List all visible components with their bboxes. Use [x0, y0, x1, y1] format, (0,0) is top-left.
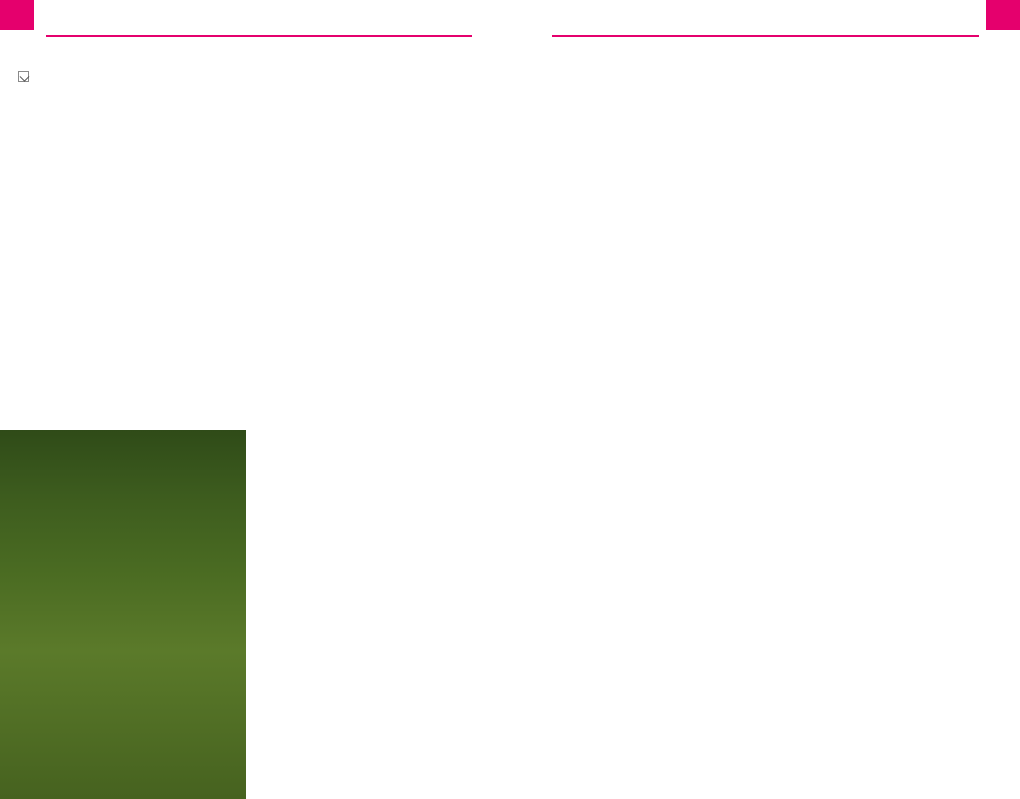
folio-left	[0, 0, 34, 30]
toc-column-1	[18, 56, 246, 90]
photo-caption	[18, 70, 246, 82]
photo-slitere-nationalpark	[0, 430, 246, 799]
header-rule-left	[46, 35, 472, 37]
folio-right	[986, 0, 1020, 30]
running-head-right	[528, 0, 974, 30]
header-rule-right	[552, 35, 979, 37]
running-head-left	[46, 0, 492, 30]
photo-frame-icon	[18, 71, 29, 82]
photo-stairs	[0, 549, 246, 799]
